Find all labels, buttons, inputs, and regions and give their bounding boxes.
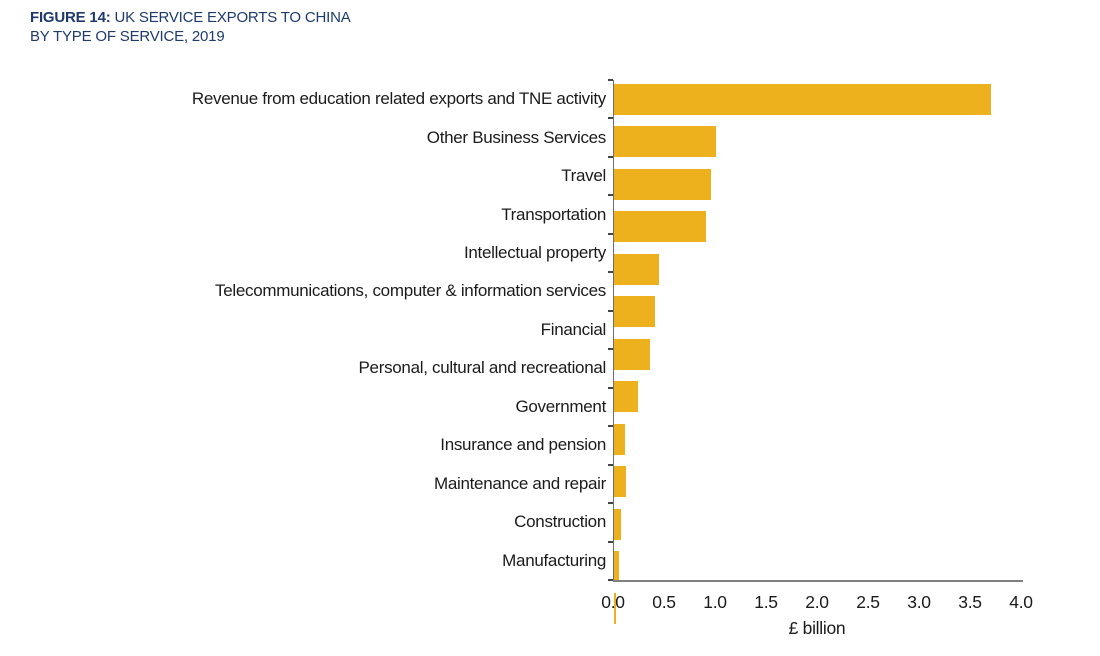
y-axis-tick — [608, 194, 613, 196]
category-label: Personal, cultural and recreational — [358, 358, 606, 378]
plot-area — [613, 80, 1022, 580]
bar — [614, 296, 655, 327]
y-axis-tick — [608, 541, 613, 543]
x-axis-tick-label: 2.0 — [805, 592, 829, 612]
y-axis-tick — [608, 387, 613, 389]
bar-row — [614, 126, 1022, 164]
figure-title — [30, 8, 351, 46]
figure-number-label: FIGURE 14: — [30, 9, 111, 26]
bar — [614, 466, 626, 497]
bar-row — [614, 339, 1022, 377]
bar-row — [614, 254, 1022, 292]
y-axis-tick — [608, 233, 613, 235]
x-axis-title: £ billion — [788, 618, 846, 638]
bar-row — [614, 509, 1022, 547]
bar — [614, 509, 621, 540]
y-axis-tick — [608, 425, 613, 427]
x-axis-tick-label: 3.5 — [958, 592, 982, 612]
bar-row — [614, 296, 1022, 334]
category-label: Intellectual property — [463, 243, 606, 263]
bar-row — [614, 84, 1022, 122]
x-axis-tick-label: 1.0 — [703, 592, 727, 612]
y-axis-tick — [608, 156, 613, 158]
bar — [614, 339, 650, 370]
x-axis-tick-label: 4.0 — [1009, 592, 1033, 612]
category-label: Insurance and pension — [440, 435, 606, 455]
y-axis-tick — [608, 271, 613, 273]
y-axis-tick — [608, 117, 613, 119]
category-label: Construction — [514, 512, 606, 532]
bar-row — [614, 211, 1022, 249]
x-axis-tick-label: 1.5 — [754, 592, 778, 612]
bar — [614, 254, 659, 285]
category-label: Travel — [561, 166, 606, 186]
category-label: Other Business Services — [426, 127, 606, 147]
bar — [614, 551, 619, 582]
x-axis-tick-label: 0.5 — [652, 592, 676, 612]
category-label: Maintenance and repair — [433, 473, 606, 493]
bar-row — [614, 424, 1022, 462]
x-axis-tick-label: 2.5 — [856, 592, 880, 612]
y-axis-tick — [608, 348, 613, 350]
category-label: Government — [515, 396, 606, 416]
category-labels — [0, 80, 606, 580]
bar-row — [614, 381, 1022, 419]
x-axis-line — [613, 580, 1023, 582]
bar — [614, 381, 638, 412]
category-label: Revenue from education related exports and TNE activity — [191, 89, 606, 109]
x-axis-tick-labels — [601, 592, 1033, 614]
bar — [614, 211, 706, 242]
y-axis-tick — [608, 79, 613, 81]
bar — [614, 84, 991, 115]
x-axis-tick-label: 3.0 — [907, 592, 931, 612]
bar-row — [614, 551, 1022, 589]
figure-title-line1 — [30, 8, 351, 27]
figure-title-text: UK SERVICE EXPORTS TO CHINA — [114, 9, 351, 26]
bar — [614, 126, 716, 157]
category-label: Telecommunications, computer & information services — [215, 281, 606, 301]
figure-subtitle: BY TYPE OF SERVICE, 2019 — [30, 28, 225, 45]
y-axis-tick — [608, 464, 613, 466]
bar — [614, 169, 711, 200]
y-axis-tick — [608, 310, 613, 312]
x-axis-tick-label: 0.0 — [601, 592, 625, 612]
bar-row — [614, 169, 1022, 207]
category-label: Financial — [540, 319, 606, 339]
category-label: Transportation — [501, 204, 606, 224]
bar-row — [614, 466, 1022, 504]
y-axis-tick — [608, 502, 613, 504]
category-label: Manufacturing — [502, 550, 606, 570]
bar — [614, 424, 625, 455]
